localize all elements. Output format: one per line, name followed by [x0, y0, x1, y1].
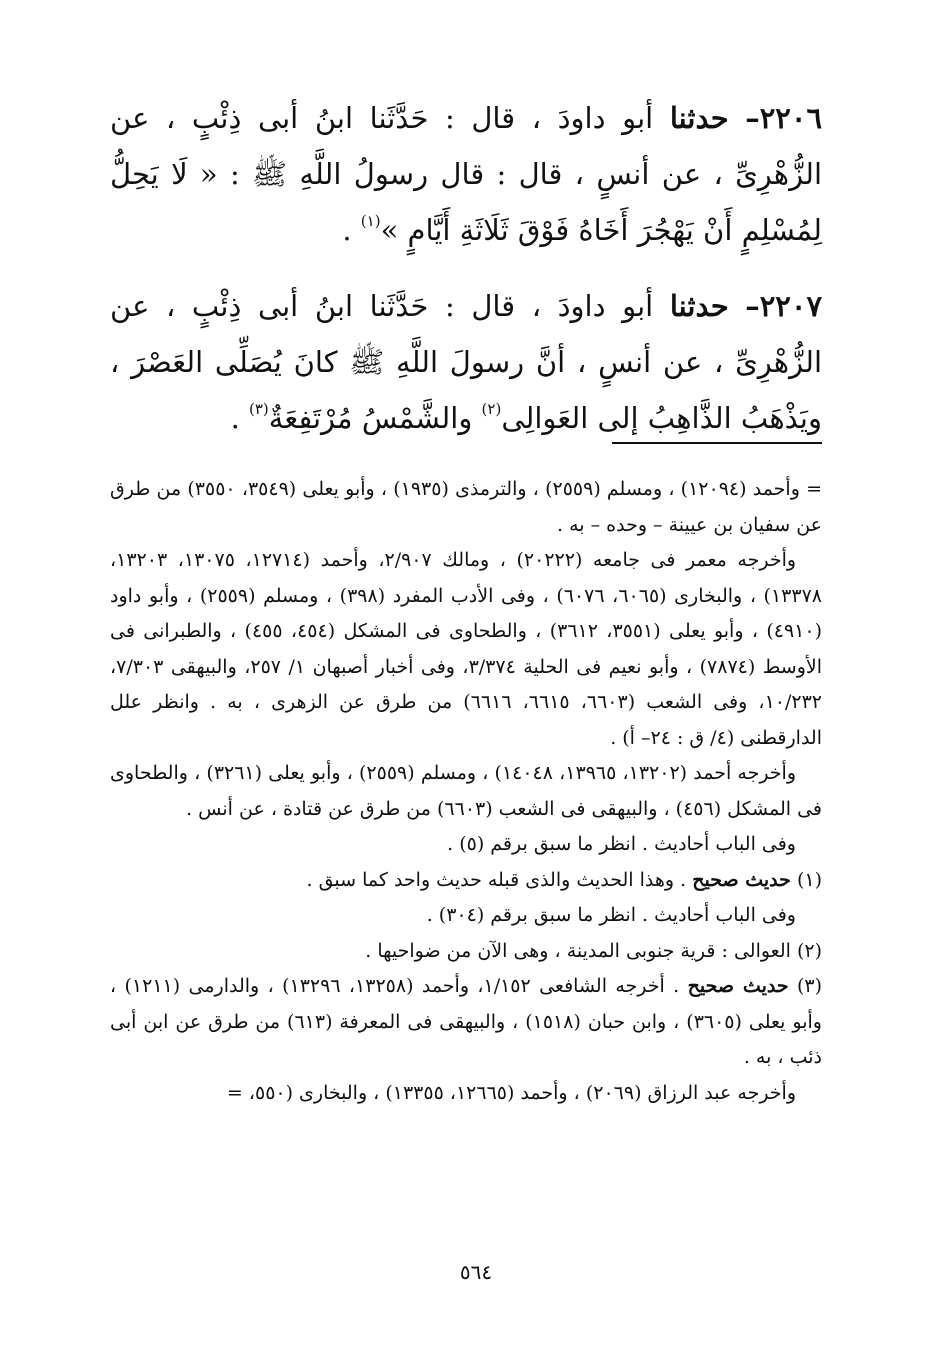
footnote-separator — [612, 442, 822, 444]
hadith-number: ٢٢٠٧– — [745, 289, 823, 323]
footnote-paragraph: وفى الباب أحاديث . انظر ما سبق برقم (٥) . — [447, 833, 796, 855]
footnote-paragraph: = وأحمد (١٢٠٩٤) ، ومسلم (٢٥٥٩) ، والترمذى (١٩٣٥) ، وأبو يعلى (٣٥٤٩، ٣٥٥٠) من طرق عن سفيان بن عيينة – وحده – به . — [110, 478, 822, 536]
grading: حديث صحيح — [687, 975, 789, 997]
footnote-number: (٣) — [796, 975, 823, 997]
footnote-ref: (٣) — [249, 400, 269, 418]
grading: حديث صحيح — [692, 868, 791, 891]
main-text — [110, 90, 822, 466]
footnote-paragraph: وأخرجه أحمد (١٣٢٠٢، ١٣٩٦٥، ١٤٠٤٨) ، ومسلم (٢٥٥٩) ، وأبو يعلى (٣٢٦١) ، والطحاوى فى المشكل (٤٥٦) ، والبيهقى فى الشعب (٦٦٠٣) من طرق عن قتادة ، عن أنس . — [110, 762, 822, 820]
hadith-lead: حدثنا — [669, 101, 729, 135]
hadith-2206 — [110, 90, 822, 258]
hadith-text: أبو داودَ ، قال : حَدَّثَنا ابنُ أبى ذِئْبٍ ، عن الزُّهْرِىِّ ، عن أنسٍ ، قال : قال رسولُ اللَّهِ ﷺ : « لَا يَحِلُّ لِمُسْلِمٍ أَنْ يَهْجُرَ أَخَاهُ فَوْقَ ثَلَاثَةِ أَيَّامٍ » — [110, 101, 822, 247]
footnote-3 — [110, 969, 822, 1076]
hadith-end: . — [230, 401, 249, 435]
hadith-lead: حدثنا — [669, 289, 729, 323]
footnote-paragraph: وأخرجه معمر فى جامعه (٢٠٢٢٢) ، ومالك ٢/٩٠٧، وأحمد (١٢٧١٤، ١٣٠٧٥، ١٣٢٠٣، ١٣٣٧٨) ، والبخارى (٦٠٦٥، ٦٠٧٦) ، وفى الأدب المفرد (٣٩٨) ، ومسلم (٢٥٥٩) ، وأبو داود (٤٩١٠) ، وأبو يعلى (٣٥٥١، ٣٦١٢) ، والطحاوى فى المشكل (٤٥٤، ٤٥٥) ، والطبرانى فى الأوسط (٧٨٧٤) ، وأبو نعيم فى الحلية ٣/٣٧٤، وفى أخبار أصبهان ١/ ٢٥٧، والبيهقى ٧/٣٠٣، ١٠/٢٣٢، وفى الشعب (٦٦٠٣، ٦٦١٥، ٦٦١٦) من طرق عن الزهرى ، به . وانظر علل الدارقطنى (٤/ ق : ٢٤– أ) . — [110, 549, 823, 749]
hadith-text-continued: والشَّمْسُ مُرْتَفِعَةٌ — [268, 401, 482, 435]
footnote-2: (٢) العوالى : قرية جنوبى المدينة ، وهى الآن من ضواحيها . — [365, 939, 822, 962]
footnote-paragraph: وفى الباب أحاديث . انظر ما سبق برقم (٣٠٤) . — [426, 904, 796, 926]
hadith-text: أبو داودَ ، قال : حَدَّثَنا ابنُ أبى ذِئْبٍ ، عن الزُّهْرِىِّ ، عن أنسٍ ، أنَّ رسولَ اللَّهِ ﷺ كانَ يُصَلِّى العَصْرَ ، ويَذْهَبُ الذَّاهِبُ إلى العَوالِى — [110, 289, 822, 435]
footnote-number: (١) — [796, 868, 822, 891]
footnote-ref: (١) — [360, 212, 381, 230]
page-number: ٥٦٤ — [459, 1260, 493, 1284]
footnote-ref: (٢) — [481, 400, 502, 418]
footnote-1 — [110, 863, 822, 899]
footnote-text: . أخرجه الشافعى ١/١٥٢، وأحمد (١٣٢٥٨، ١٣٢٩٦) ، والدارمى (١٢١١) ، وأبو يعلى (٣٦٠٥) ، وابن حبان (١٥١٨) ، والبيهقى فى المعرفة (٦١٣) من طرق عن ابن أبى ذئب ، به . — [110, 975, 822, 1068]
hadith-2207 — [110, 278, 822, 446]
footnote-text: . وهذا الحديث والذى قبله حديث واحد كما سبق . — [306, 868, 693, 891]
hadith-number: ٢٢٠٦– — [745, 101, 823, 135]
hadith-end: . — [342, 213, 361, 247]
footnote-paragraph: وأخرجه عبد الرزاق (٢٠٦٩) ، وأحمد (١٢٦٦٥، ١٣٣٥٥) ، والبخارى (٥٥٠، = — [226, 1081, 796, 1104]
footnotes — [110, 472, 822, 1111]
